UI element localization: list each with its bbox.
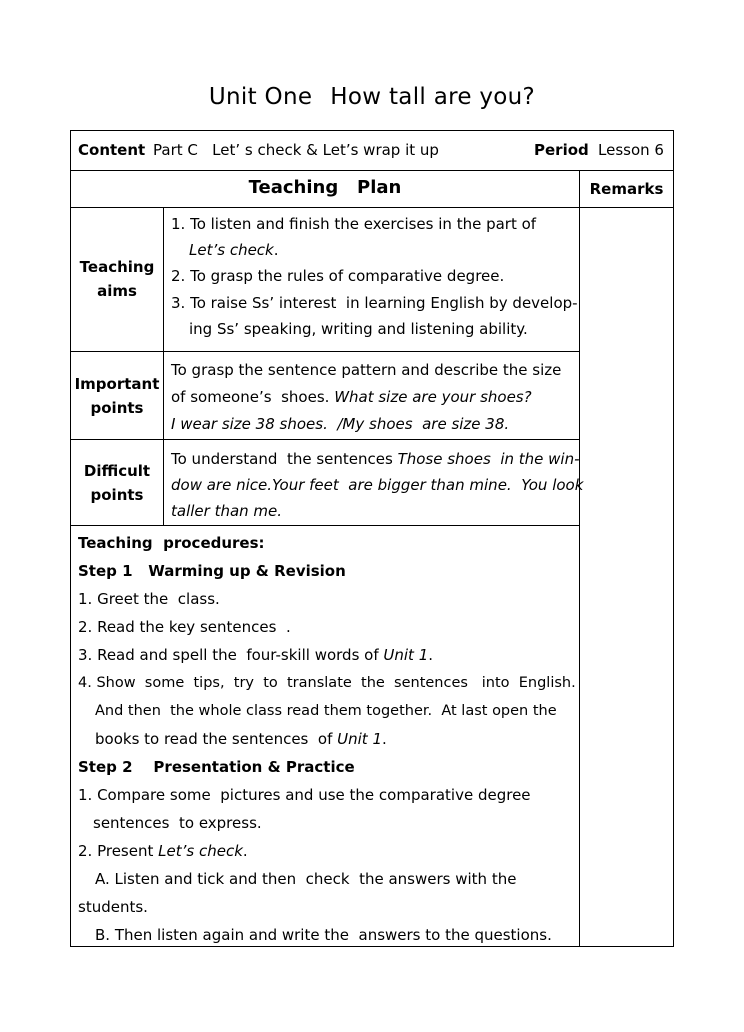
unit-label: Unit One [208, 84, 313, 110]
step-2-item-2: 2. Present Let’s check. [78, 842, 248, 860]
aims-label: Teaching aims [79, 258, 155, 300]
difficult-line-2: dow are nice.Your feet are bigger than mine. You look [171, 476, 584, 494]
period-label: Period [534, 141, 589, 159]
step-1-item-1: 1. Greet the class. [78, 590, 220, 608]
important-line-2: of someone’s shoes. What size are your shoes? [171, 388, 532, 406]
procedures-heading: Teaching procedures: [78, 534, 265, 552]
aim-3-continued: ing Ss’ speaking, writing and listening ability. [189, 320, 528, 338]
step-1-item-3: 3. Read and spell the four-skill words of Unit 1. [78, 646, 434, 664]
step-2-item-a-line-2: students. [78, 898, 148, 916]
step-1-item-4-line-3: books to read the sentences of Unit 1. [95, 730, 387, 748]
step-2-item-1-line-2: sentences to express. [93, 814, 262, 832]
unit-question: How tall are you? [330, 84, 536, 110]
step-2-heading: Step 2 Presentation & Practice [78, 758, 355, 776]
important-line-1: To grasp the sentence pattern and describe the size [171, 361, 562, 379]
difficult-line-1: To understand the sentences Those shoes in the win- [171, 450, 580, 468]
step-1-item-4: 4. Show some tips, try to translate the sentences into English. [78, 675, 576, 691]
lesson-plan-table [70, 130, 674, 947]
step-2-item-a: A. Listen and tick and then check the answers with the [95, 870, 517, 888]
content-value: Part C Let’ s check & Let’s wrap it up [153, 141, 439, 159]
step-2-item-1: 1. Compare some pictures and use the comparative degree [78, 786, 531, 804]
difficult-label: Difficult points [83, 462, 151, 504]
step-2-item-b: B. Then listen again and write the answers to the questions. [95, 926, 552, 944]
aim-1-continued: Let’s check. [189, 241, 279, 259]
page-title [0, 84, 744, 110]
important-label: Important points [74, 375, 160, 417]
plan-title: Teaching Plan [248, 177, 402, 198]
step-1-item-4-line-2: And then the whole class read them together. At last open the [95, 703, 557, 719]
aim-2: 2. To grasp the rules of comparative degree. [171, 267, 505, 285]
important-line-3: I wear size 38 shoes. /My shoes are size 38. [171, 415, 510, 433]
content-label: Content [78, 141, 146, 159]
step-1-item-2: 2. Read the key sentences . [78, 618, 291, 636]
remarks-label: Remarks [589, 180, 664, 198]
aim-3: 3. To raise Ss’ interest in learning English by develop- [171, 294, 578, 312]
period-value: Lesson 6 [598, 141, 664, 159]
difficult-line-3: taller than me. [171, 502, 283, 520]
step-1-heading: Step 1 Warming up & Revision [78, 562, 346, 580]
aim-1: 1. To listen and finish the exercises in the part of [171, 215, 537, 233]
